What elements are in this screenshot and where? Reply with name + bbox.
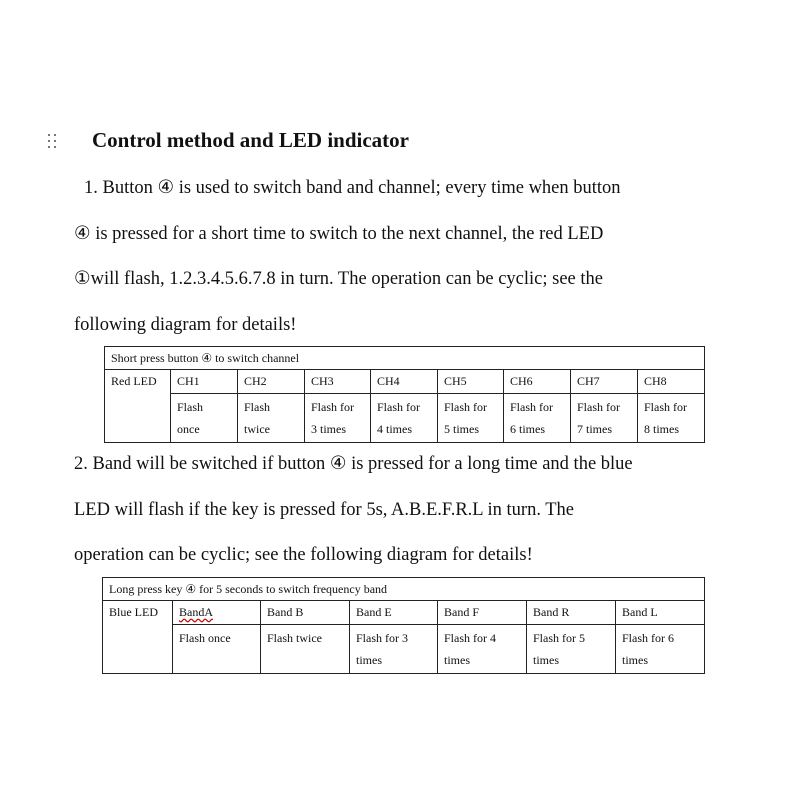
- flash-text: 5 times: [444, 422, 479, 436]
- flash-cell: [571, 394, 638, 443]
- flash-text: Flash for: [510, 400, 553, 414]
- channel-header: CH4: [371, 370, 438, 394]
- paragraph-line: LED will flash if the key is pressed for 5s, A.B.E.F.R.L in turn. The: [74, 499, 575, 520]
- flash-text: times: [356, 653, 382, 667]
- band-header: Band L: [616, 601, 705, 625]
- flash-text: Flash for: [644, 400, 687, 414]
- flash-text: Flash for: [444, 400, 487, 414]
- flash-text: [267, 649, 343, 671]
- paragraph-line: 1. Button ④ is used to switch band and channel; every time when button: [84, 178, 621, 198]
- row-label-red-led: Red LED: [105, 370, 171, 443]
- band-header: Band R: [527, 601, 616, 625]
- flash-text: Flash for: [311, 400, 354, 414]
- paragraph-line: ①will flash, 1.2.3.4.5.6.7.8 in turn. The operation can be cyclic; see the: [74, 269, 603, 289]
- flash-cell: [350, 625, 438, 674]
- flash-cell: [438, 625, 527, 674]
- row-label-blue-led: Blue LED: [103, 601, 173, 674]
- paragraph-channel-switch: [74, 173, 734, 355]
- flash-text: 4 times: [377, 422, 412, 436]
- band-header: Band B: [261, 601, 350, 625]
- flash-text: times: [622, 653, 648, 667]
- channel-header: CH5: [438, 370, 504, 394]
- flash-cell: [504, 394, 571, 443]
- flash-cell: [638, 394, 705, 443]
- flash-text: Flash for 3: [356, 631, 408, 645]
- channel-header: CH7: [571, 370, 638, 394]
- paragraph-line: following diagram for details!: [74, 314, 297, 335]
- flash-text: Flash twice: [267, 631, 322, 645]
- channel-table: [104, 346, 705, 443]
- flash-text: 6 times: [510, 422, 545, 436]
- flash-text: Flash for: [377, 400, 420, 414]
- channel-header: CH8: [638, 370, 705, 394]
- channel-header: CH6: [504, 370, 571, 394]
- channel-header: CH3: [305, 370, 371, 394]
- band-header: Band E: [350, 601, 438, 625]
- flash-cell: [261, 625, 350, 674]
- flash-text: times: [444, 653, 470, 667]
- band-header-text: BandA: [179, 605, 213, 619]
- channel-header: CH1: [171, 370, 238, 394]
- flash-text: Flash for 4: [444, 631, 496, 645]
- band-table-caption: Long press key ④ for 5 seconds to switch frequency band: [103, 578, 705, 601]
- paragraph-line: ④ is pressed for a short time to switch to the next channel, the red LED: [74, 223, 604, 244]
- flash-cell: [371, 394, 438, 443]
- flash-text: Flash: [177, 400, 204, 414]
- section-heading: Control method and LED indicator: [92, 128, 409, 152]
- flash-text: 7 times: [577, 422, 612, 436]
- flash-text: 8 times: [644, 422, 679, 436]
- paragraph-line: operation can be cyclic; see the following diagram for details!: [74, 545, 533, 565]
- channel-table-caption: Short press button ④ to switch channel: [105, 347, 705, 370]
- flash-cell: [171, 394, 238, 443]
- flash-text: twice: [244, 422, 270, 436]
- flash-text: Flash for 6: [622, 631, 674, 645]
- channel-header: CH2: [238, 370, 305, 394]
- flash-cell: [238, 394, 305, 443]
- flash-cell: [173, 625, 261, 674]
- paragraph-band-switch: [74, 449, 734, 586]
- band-header: [173, 601, 261, 625]
- band-header: Band F: [438, 601, 527, 625]
- paragraph-line: 2. Band will be switched if button ④ is pressed for a long time and the blue: [74, 454, 633, 474]
- band-table: [102, 577, 705, 674]
- flash-cell: [305, 394, 371, 443]
- flash-text: Flash for 5: [533, 631, 585, 645]
- flash-cell: [438, 394, 504, 443]
- flash-text: times: [533, 653, 559, 667]
- flash-text: Flash for: [577, 400, 620, 414]
- flash-text: 3 times: [311, 422, 346, 436]
- flash-cell: [527, 625, 616, 674]
- drag-handle-icon[interactable]: [48, 134, 58, 150]
- flash-text: Flash: [244, 400, 271, 414]
- flash-cell: [616, 625, 705, 674]
- flash-text: Flash once: [179, 631, 231, 645]
- flash-text: [179, 649, 254, 671]
- flash-text: once: [177, 422, 200, 436]
